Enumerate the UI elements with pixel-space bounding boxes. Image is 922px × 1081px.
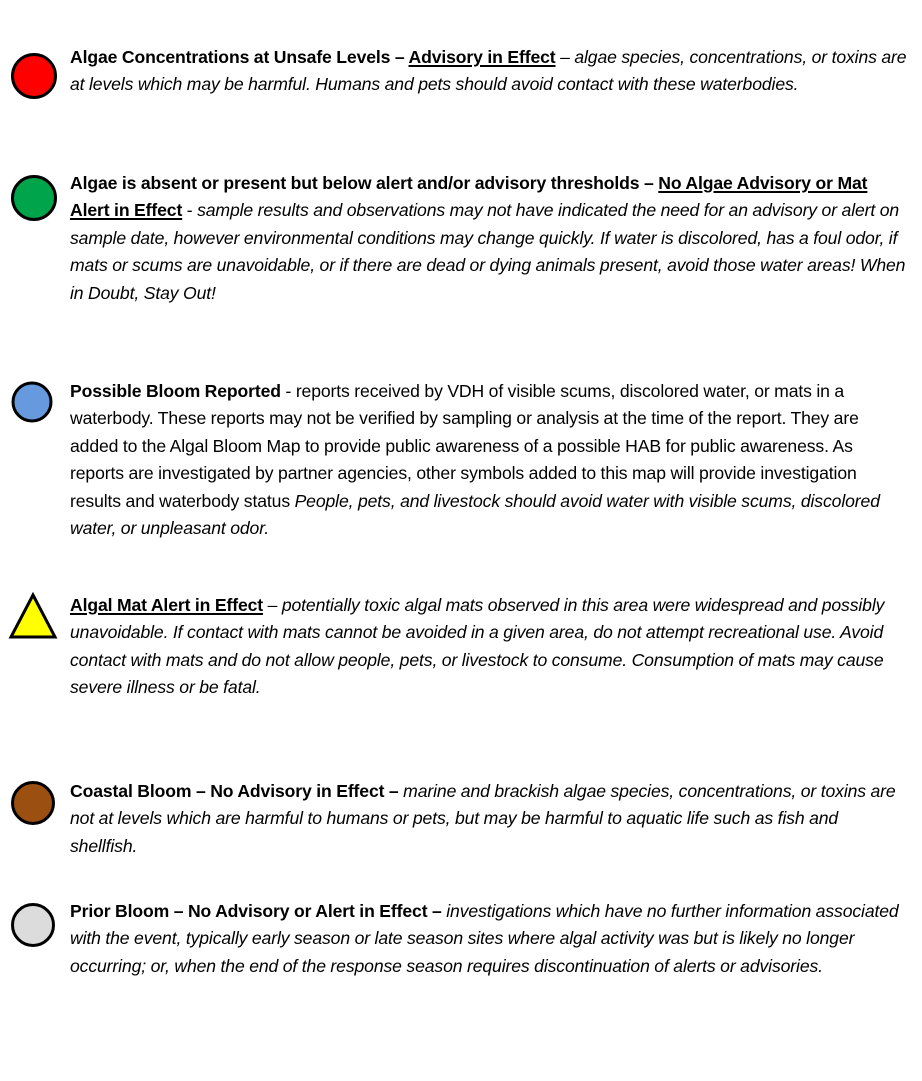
text-run-italic: – potentially toxic algal mats observed in this area were widespread and possibly unavoidable. If contact with mats cannot be avoided in a given area, do not attempt recreational use. Avoid contact with mats and do not allow people, pets, or livestock to consume. Consumption of mats may cause severe illness or be fatal. [70,595,885,698]
text-run-italic: – algae species, concentrations, or toxins are at levels which may be harmful. Humans and pets should avoid contact with these waterbodies. [70,47,907,95]
green-circle-icon [8,172,64,228]
yellow-triangle-icon [8,592,64,648]
text-run-boldu: Advisory in Effect [408,47,556,67]
legend-symbol-cell [8,778,64,834]
legend-entry-text [70,44,908,99]
text-run-italic: sample results and observations may not have indicated the need for an advisory or alert on sample date, however environmental conditions may change quickly. If water is discolored, has a foul odor, if mats or scums are unavoidable, or if there are dead or dying animals present, avoid those water areas! When in Doubt, Stay Out! [70,200,906,303]
blue-circle-icon [8,378,64,434]
legend-symbol-cell [8,900,64,956]
text-run-boldu: Algal Mat Alert in Effect [70,595,264,615]
gray-circle-icon [8,900,64,956]
text-run-bold: Prior Bloom – No Advisory or Alert in Effect – [70,901,447,921]
text-run-plain: - [182,200,198,221]
text-run-boldu: No Algae Advisory or Mat Alert in Effect [70,173,868,221]
legend-symbol-cell [8,50,64,106]
legend-entry-text [70,592,908,702]
legend-symbol-cell [8,592,64,648]
text-run-italic: People, pets, and livestock should avoid water with visible scums, discolored water, or unpleasant odor. [70,490,880,539]
text-run-plain: - reports received by VDH of visible scums, discolored water, or mats in a waterbody. These reports may not be verified by sampling or analysis at the time of the report. They are added to the Algal Bloom Map to provide public awareness of a possible HAB for public awareness. As reports are investigated by partner agencies, other symbols added to this map will provide investigation results and waterbody status [70,381,859,511]
text-run-bold: Algae Concentrations at Unsafe Levels – [70,47,409,67]
brown-circle-icon [8,778,64,834]
legend-entry-text [70,898,908,980]
legend-entry-text [70,778,908,860]
legend-entry-text [70,378,908,542]
legend-entry-text [70,170,908,307]
legend-symbol-cell [8,378,64,434]
legend-symbol-cell [8,172,64,228]
text-run-bold: Algae is absent or present but below alert and/or advisory thresholds – [70,173,659,193]
text-run-italic: marine and brackish algae species, concentrations, or toxins are not at levels which are harmful to humans or pets, but may be harmful to aquatic life such as fish and shellfish. [70,781,896,856]
text-run-bold: Possible Bloom Reported [70,381,281,401]
red-circle-icon [8,50,64,106]
text-run-bold: Coastal Bloom – No Advisory in Effect – [70,781,404,801]
text-run-italic: investigations which have no further information associated with the event, typically early season or late season sites where algal activity was but is likely no longer occurring; or, when the end of the response season requires discontinuation of alerts or advisories. [70,901,899,976]
